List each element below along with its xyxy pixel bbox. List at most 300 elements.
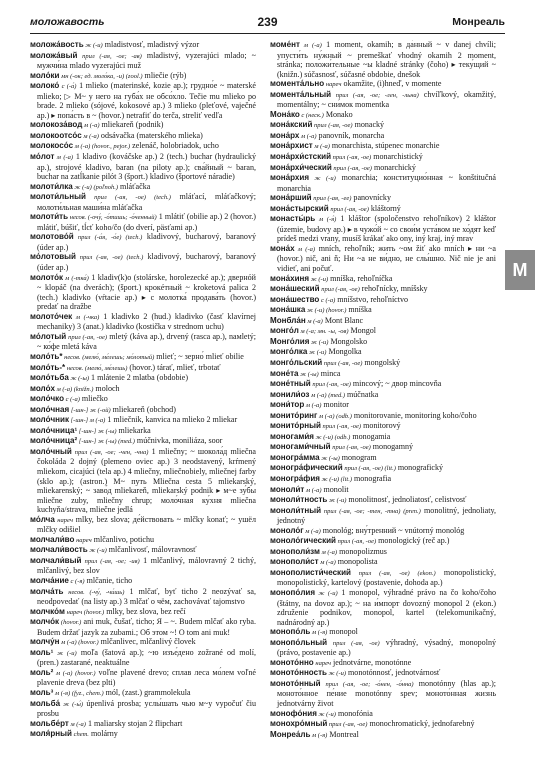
entry-definition: mincový; ~ двор mincovňa [350, 379, 442, 389]
entry-grammar: ж (-и) [309, 338, 329, 346]
entry-headword: монго́лка [270, 347, 308, 357]
entry-definition: monolitnosť, jednoliatosť, celistvosť [346, 495, 467, 505]
entry-definition: monografia [352, 473, 392, 483]
entry-definition: mladistvý, vyzerajúci mlado; ~ мужчи́на mlado vyzerajúci muž [37, 50, 256, 71]
dictionary-entry [30, 719, 256, 730]
entry-headword: молча́ние [30, 575, 69, 585]
entry-headword: молокоза́вод [30, 120, 83, 130]
entry-grammar: м (-а) [304, 402, 322, 410]
entry-grammar: прил (-ая, -ое; -лен, -льна) [331, 91, 419, 99]
entry-grammar: прил (-ая, -ое) (tech.) [85, 194, 171, 202]
entry-grammar: ж (-и) [316, 710, 336, 718]
entry-definition: rehoľnícky, mníšsky [359, 284, 428, 294]
entry-headword: Монбла́н [270, 315, 306, 325]
dictionary-entry [270, 411, 496, 422]
dictionary-entry [30, 556, 256, 576]
entry-headword: монофо́ния [270, 708, 317, 718]
dictionary-entry [270, 474, 496, 485]
dictionary-entry [30, 535, 256, 546]
entry-headword: молча́ть [30, 586, 64, 596]
dictionary-entry [270, 588, 496, 627]
dictionary-entry [270, 337, 496, 348]
entry-definition: Monako [323, 109, 353, 119]
dictionary-entry [270, 204, 496, 215]
dictionary-entry [270, 214, 496, 244]
entry-headword: монасты́рь [270, 214, 316, 224]
entry-grammar: ж (-ы) [319, 454, 340, 462]
dictionary-entry [30, 436, 256, 447]
entry-definition: panovnícky [351, 193, 391, 203]
entry-headword: моноло́гический [270, 536, 336, 546]
entry-grammar: прил (-ая, -ое) [328, 205, 369, 213]
dictionary-entry [30, 363, 256, 374]
entry-grammar: м (-а) (hovor.) [53, 669, 96, 677]
dictionary-entry [270, 390, 496, 401]
entry-headword: момента́льный [270, 89, 332, 99]
entry-grammar: м (-я) (fyz., chem.) [53, 690, 104, 697]
dictionary-entry [270, 326, 496, 337]
dictionary-entry [30, 152, 256, 182]
entry-headword: моло́чная [30, 404, 70, 414]
entry-grammar: с (-а) [64, 396, 80, 404]
running-head-right: Монреаль [452, 16, 505, 28]
entry-definition: mliekarka [116, 425, 151, 435]
entry-definition: 1 kláštor (spoločenstvo rehoľníkov) 2 kláštor (územie, budovy ap.) ▸ в чужо́й ~ со свои́м уста́вом не хо́дят keď prídeš medzi vrany, musíš krákať ako ony, iný kraj, iný mrav [277, 214, 496, 244]
dictionary-entry [30, 576, 256, 587]
entry-headword: монопо́ль [270, 627, 311, 637]
entry-definition: 1 kladiv(k)o (stolárske, horolezecké ap.); двернóй ~ klopáč (na dverách); (šport.) крокéтный ~ kroketová palica 2 (tech.) kladivko (vŕtacie ap.) ▸ с молотка́ продава́ть (hovor.) predať na dražbe [37, 272, 256, 312]
entry-grammar: прил (-ая, -ое) (ekon.) [350, 569, 436, 577]
entry-grammar: прил (-ая, -ое) [331, 164, 372, 172]
entry-definition: monolitný, jednoliaty, jednotný [277, 505, 496, 526]
entry-definition: zelenáč, holobriadok, ucho [130, 141, 219, 151]
dictionary-entry [270, 442, 496, 453]
entry-headword: мона́рхи́стский [270, 152, 332, 162]
entry-headword: монополи́ст [270, 557, 319, 567]
entry-headword: мона́хиня [270, 273, 310, 283]
entry-headword: моло́ть-* [30, 362, 66, 372]
entry-grammar: нареч (hovor.) [64, 608, 105, 616]
entry-headword: мона́рхи́ческий [270, 162, 332, 172]
dictionary-entry [270, 627, 496, 638]
entry-headword: моноли́тность [270, 495, 328, 505]
entry-grammar: прил (-ая, -ое) [322, 359, 363, 367]
entry-headword: моноло́г [270, 525, 304, 535]
dictionary-entry [270, 679, 496, 709]
entry-definition: Mongolka [326, 347, 362, 357]
dictionary-entry [270, 295, 496, 306]
entry-definition: mlčanlivosť, málovravnosť [106, 545, 197, 555]
dictionary-entry [270, 316, 496, 327]
entry-definition: monarchický [371, 162, 416, 172]
entry-headword: моногами́я [270, 431, 314, 441]
header-rule [30, 33, 505, 34]
dictionary-entry [270, 110, 496, 121]
entry-definition: múčnivka, moniliáza, soor [134, 436, 223, 446]
entry-grammar: ж (-и) [326, 670, 347, 678]
entry-grammar: ж (-и) [307, 349, 327, 357]
entry-headword: мона́рхист [270, 141, 313, 151]
dictionary-entry [270, 141, 496, 152]
entry-headword: моноли́т [270, 484, 305, 494]
entry-headword: монополисти́ческий [270, 567, 351, 577]
entry-grammar: с (-а́) [59, 83, 77, 91]
entry-grammar: м (-а) [305, 317, 323, 325]
entry-definition: mlčanlivec, mlčanlivý človek [98, 637, 196, 647]
entry-headword: молотово́й [30, 232, 74, 242]
entry-headword: моногра́мма [270, 452, 320, 462]
dictionary-entry [30, 545, 256, 556]
entry-headword: моното́нно [270, 657, 314, 667]
entry-definition: mlčanlivo, potichu [91, 534, 155, 544]
entry-headword: моногра́фия [270, 473, 320, 483]
entry-headword: моло́чница¹ [30, 425, 78, 435]
running-head-left: моложавость [30, 16, 105, 28]
dictionary-entry [30, 232, 256, 252]
dictionary-entry [30, 426, 256, 437]
entry-headword: молоти́льный [30, 192, 86, 202]
entry-definition: 1 kladivko 2 (hud.) kladivko (časť klavírnej mechaniky) 3 (anat.) kladivko (kostička v strednom uchu) [37, 311, 256, 332]
page-header [30, 16, 505, 34]
entry-headword: мона́рхия [270, 173, 310, 183]
entry-headword: моне́та [270, 368, 299, 378]
entry-grammar: м (-а) (odb.) [317, 412, 352, 420]
entry-headword: мо́лотый [30, 331, 67, 341]
entry-grammar: прил (-ая, -ое) [331, 154, 372, 162]
entry-grammar: несов. (мелю́, ме́лешь) [65, 364, 128, 372]
entry-definition: Mont Blanc [322, 315, 364, 325]
entry-grammar: м (-а) (knižn.) [54, 385, 94, 393]
entry-grammar: нареч [74, 536, 92, 544]
entry-headword: молоти́ть [30, 212, 69, 222]
entry-definition: monolit [321, 484, 349, 494]
entry-definition: mletý (káva ap.), drvený (rasca ap.), naмletý; ~ ко́фе mletá káva [37, 331, 256, 352]
entry-headword: молчали́во [30, 534, 75, 544]
entry-headword: Монреа́ль [270, 729, 311, 739]
dictionary-entry [270, 432, 496, 443]
entry-headword: мона́шество [270, 294, 320, 304]
entry-grammar: м (-а) (hovor., pejor.) [73, 143, 131, 151]
dictionary-entry [30, 515, 256, 535]
entry-definition: mních, rehoľník; жить ~ом žiť ako mních ▸ ни ~а (hovor.) nič, ani ň; Ни ~а не ви́дно, не слы́шно. Nič nie je ani vidieť, ani počuť. [277, 243, 496, 274]
entry-headword: моното́нность [270, 668, 327, 678]
entry-definition: monitorovanie, monitoring koho/čoho [351, 410, 477, 420]
entry-grammar: м (-а) [312, 143, 330, 151]
entry-grammar: нареч [324, 81, 342, 89]
dictionary-entry [270, 453, 496, 464]
entry-definition: mliekareň (podnik) [99, 120, 164, 130]
entry-grammar: [-шн-] м (-а) [69, 417, 106, 425]
entry-grammar: прил (-ая, -ое) [320, 423, 362, 431]
entry-definition: 1 mlátenie 2 mlatba (obdobie) [89, 373, 189, 383]
entry-definition: monopolistický, monopolistický, kartelový (postavenie, dohoda ap.) [277, 567, 496, 588]
entry-definition: monitor [321, 400, 349, 410]
entry-headword: моль³ [30, 688, 54, 697]
entry-definition: mlky, bez slova, bez rečí [104, 606, 186, 616]
dictionary-entry [30, 648, 256, 668]
entry-definition: mliekareň (obchod) [110, 404, 176, 414]
entry-headword: Мона́ко [270, 109, 300, 119]
entry-headword: монго́л [270, 326, 299, 336]
entry-headword: мона́шка [270, 305, 306, 315]
dictionary-entry [270, 369, 496, 380]
dictionary-entry [270, 719, 496, 730]
entry-headword: моме́нт [270, 40, 300, 49]
entry-headword: моне́тный [270, 379, 311, 389]
entry-definition: výhradný, výsadný, monopolný (právo, postavenie ap.) [277, 637, 496, 658]
entry-headword: монго́льский [270, 357, 323, 367]
dictionary-entry [270, 284, 496, 295]
entry-headword: моложа́вый [30, 50, 78, 60]
entry-headword: монито́ринг [270, 410, 318, 420]
entry-grammar: прил (-ая, -ое) [319, 286, 360, 294]
entry-grammar: м (-а) (med.) [309, 391, 345, 399]
entry-grammar: несов. (-чу́, -чи́шь) [63, 588, 125, 596]
entry-grammar: прил (-ая, -ое) [312, 122, 353, 130]
dictionary-entry [270, 506, 496, 526]
entry-grammar: ж (-и) [309, 175, 336, 183]
entry-definition: mongolský [362, 357, 401, 367]
dictionary-entry [270, 173, 496, 193]
dictionary-entry [270, 274, 496, 285]
entry-definition: kladivový, bucharový, baranový (úder ap.) [37, 232, 256, 252]
dictionary-entry [30, 312, 256, 332]
dictionary-entry [270, 244, 496, 274]
entry-headword: молчко́м [30, 606, 65, 616]
entry-headword: молокоотсо́с [30, 130, 82, 140]
entry-definition: mlky, bez slova; де́йствовать ~ mlčky konať; ~ ушёл mlčky odišiel [37, 514, 256, 535]
dictionary-entry [270, 495, 496, 506]
entry-grammar: ж (-и) (lit.) [319, 475, 353, 483]
dictionary-entry [270, 400, 496, 411]
entry-grammar: м (-я) [310, 629, 328, 637]
dictionary-entry [30, 699, 256, 719]
entry-grammar: м (-а) [303, 527, 321, 535]
entry-definition: moloch [93, 383, 120, 393]
entry-definition: odsávačka (materského mlieka) [98, 130, 203, 140]
entry-grammar: прил (-а́я, -о́е) (tech.) [73, 234, 143, 242]
entry-definition: múčnatka [345, 389, 379, 399]
entry-definition: molárny [88, 729, 118, 739]
entry-headword: молчо́к [30, 617, 60, 627]
dictionary-entry [30, 141, 256, 152]
entry-definition: mlieť; ~ зерно́ mlieť obilie [154, 351, 244, 361]
entry-grammar: прил (-ая, -ое; -о́нен, -о́нна) [320, 680, 414, 688]
entry-headword: мо́лотовый [30, 252, 76, 262]
entry-grammar: прил (-ая, -ое) [327, 721, 368, 729]
dictionary-entry [30, 51, 256, 71]
entry-definition: Mongolsko [328, 336, 368, 346]
dictionary-entry [30, 40, 256, 51]
entry-headword: моното́нный [270, 678, 321, 688]
entry-definition: monitorový [361, 421, 401, 431]
dictionary-entry [270, 421, 496, 432]
entry-grammar: [-шн-] ж (-ы) (med.) [77, 438, 135, 446]
entry-grammar: м (-я) [310, 731, 328, 739]
entry-grammar: (hovor.) [59, 619, 82, 627]
entry-headword: Монго́лия [270, 336, 310, 346]
entry-definition: 1 mlieko (materinské, kozie ap.); грудно́е ~ materské mlieko; ▷ М~ у него на губа́х не обсо́хло. Tečie mu mlieko po brade. 2 mlieko (sójové, kokosové ap.) 3 mlieko (pleťové, vaječné ap.) ▸ попа́сть в ~ (hovor.) netrafiť do terča, streliť vedľa [37, 81, 256, 120]
dictionary-entry [30, 587, 256, 607]
dictionary-entry [30, 607, 256, 618]
dictionary-entry [30, 71, 256, 82]
dictionary-entry [270, 379, 496, 390]
entry-headword: молоти́лка [30, 181, 73, 191]
entry-headword: монополи́зм [270, 546, 320, 556]
entry-headword: молчали́вый [30, 555, 82, 565]
entry-definition: 1 mliečny; ~ шокола́д mliečna čokoláda 2 dojný (plemeno oviec ap.) 3 neodstavený, krŕmený mliekom, cicajúci (tela ap.) 4 mliečny, mliečnobiely, mliečnej farby (sklo ap.); (astron.) М~ путь Mliečna cesta 5 mliekarský, mliekarenský; ~ заво́д mliekareň, mliekarský podnik ▸ м~е зу́бы mliečne zuby, mliečny chrup; моло́чная ку́хня mliečna kuchyňa/strava, mliečne jedlá [37, 446, 256, 515]
entry-grammar: м (-а) [299, 132, 317, 140]
entry-grammar: прил (-ая, -ое) [330, 444, 371, 452]
dictionary-entry [30, 192, 256, 212]
entry-headword: моло́чник [30, 415, 69, 425]
dictionary-entry [30, 182, 256, 193]
entry-headword: монили́оз [270, 389, 310, 399]
dictionary-entry [270, 79, 496, 90]
entry-headword: моль² [30, 667, 54, 677]
dictionary-entry [270, 152, 496, 163]
entry-definition: monofónia [335, 708, 373, 718]
entry-definition: monopolizmus [337, 546, 387, 556]
dictionary-entry [270, 40, 496, 79]
entry-headword: молото́к [30, 272, 64, 282]
dictionary-entry [30, 688, 256, 699]
entry-headword: моло́тьба [30, 373, 69, 383]
entry-grammar: м (-а) [81, 132, 99, 140]
entry-grammar: м (-тка́) [63, 274, 89, 282]
entry-definition: monarchistický [371, 152, 423, 162]
entry-definition: mníšstvo, rehoľníctvo [335, 294, 409, 304]
entry-definition: kláštorný [368, 203, 401, 213]
dictionary-entry [270, 358, 496, 369]
entry-definition: monacký [352, 120, 385, 130]
entry-headword: мольбе́рт [30, 718, 69, 728]
entry-grammar: нареч [54, 516, 73, 524]
entry-grammar: прил (-ая, -ое; -ав) [77, 52, 142, 60]
entry-definition: jednotvárne, monotónne [330, 657, 412, 667]
entry-headword: моло́чница² [30, 436, 78, 446]
entry-grammar: прил (-ая, -ое; -тен, -тна) (pren.) [321, 507, 421, 515]
entry-definition: monochromatický, jednofarebný [367, 719, 475, 729]
entry-grammar: ж (-и) [327, 497, 347, 505]
entry-definition: monogamia [350, 431, 391, 441]
entry-grammar: м (-а) [82, 122, 100, 130]
entry-definition: 1 maliarsky stojan 2 flipchart [85, 718, 183, 728]
entry-definition: monarchia; конституцио́нная ~ konštitučná monarchia [277, 173, 496, 193]
entry-grammar: м (-а) [318, 559, 336, 567]
dictionary-entry [270, 485, 496, 496]
entry-grammar: ж (-и) [87, 547, 107, 555]
entry-grammar: ж (-и) (odb.) [313, 433, 351, 441]
entry-grammar: мн (-ок; ед. моло́ка, -и) (zool.) [59, 72, 143, 80]
dictionary-entry [270, 547, 496, 558]
dictionary-entry [30, 273, 256, 312]
entry-grammar: м (-а) [299, 42, 322, 49]
entry-headword: моногра́фический [270, 463, 343, 473]
entry-headword: моложа́вость [30, 40, 84, 49]
entry-definition: (hovor.) tárať, mlieť, trbotať [127, 362, 221, 372]
entry-grammar: ж (-и) [83, 42, 103, 49]
entry-definition: monotónny (hlas ap.); моното́нное пе́ние monotónny spev; моното́нная жизнь jednotvárny život [277, 678, 496, 708]
entry-grammar: с (-я) [68, 577, 85, 585]
entry-grammar: [-шн-] ж (-ой) [69, 406, 111, 414]
entry-definition: mliečie (rýb) [142, 70, 187, 80]
entry-definition: monografický [395, 463, 444, 473]
entry-definition: okamžite, (i)hneď, v momente [341, 79, 442, 89]
dictionary-column-right [270, 40, 496, 752]
entry-headword: молокосо́с [30, 141, 74, 151]
dictionary-entry [30, 617, 256, 637]
entry-headword: молото́чек [30, 311, 73, 321]
entry-definition: minca [318, 368, 341, 378]
entry-headword: монито́рный [270, 421, 321, 431]
entry-definition: panovník, monarcha [316, 130, 385, 140]
entry-grammar: несов. (-очу́, -о́тишь; -о́ченный) [68, 214, 157, 222]
entry-headword: моло́х [30, 383, 55, 393]
entry-grammar: ж (-ы) [298, 370, 319, 378]
entry-grammar: прил (-ая, -ее) [311, 195, 352, 203]
entry-definition: monopolista [335, 557, 378, 567]
dictionary-entry [270, 131, 496, 142]
entry-grammar: chem. [71, 731, 89, 739]
entry-grammar: прил (-ая, -ое; -чен, -чна) [71, 448, 149, 456]
entry-definition: monológ; вну́тренний ~ vnútorný monológ [320, 525, 465, 535]
entry-headword: молчали́вость [30, 545, 88, 555]
dictionary-entry [30, 373, 256, 384]
entry-grammar: м (-а) [304, 486, 322, 494]
entry-definition: mól, (zast.) grammolekula [103, 688, 191, 697]
entry-grammar: нареч [313, 659, 331, 667]
entry-grammar: ж (-и) [53, 649, 77, 657]
entry-definition: 1 kladivo (kováčske ap.) 2 (tech.) buchar (hydraulický ap.), strojové kladivo, baran (na piloty ap.); сва́йный ~ baran, buchar na zatĺkanie pilót 3 (šport.) kladivo (športové náradie) [37, 152, 256, 182]
entry-definition: úpenlivá prosba; услы́шать чью м~у vypočuť čiu prosbu [37, 698, 256, 719]
entry-grammar: м (-а) [68, 720, 86, 728]
dictionary-entry [270, 658, 496, 669]
dictionary-entry [30, 729, 256, 740]
entry-definition: 1 mliečnik, kanvica na mlieko 2 mliekar [105, 415, 238, 425]
entry-headword: мо́лча [30, 514, 55, 524]
entry-definition: mláťací, mláťačkový; молоти́льная маши́на mláťačka [37, 192, 256, 212]
entry-headword: мона́кский [270, 120, 313, 130]
entry-grammar: несов. (мелю́, ме́лешь; мо́лотый) [62, 353, 155, 361]
entry-grammar: м (-я́) [315, 216, 337, 224]
entry-definition: ani muk, čušať, ticho; Я – ~. Budem mlčať ako ryba. Budem držať jazyk za zubami.; Об этом ~! O tom ani muk! [37, 617, 256, 637]
entry-grammar: прил (-ая, -ое; -ив) [81, 557, 140, 565]
entry-definition: mliečko [79, 394, 108, 404]
entry-headword: мольба́ [30, 698, 61, 708]
dictionary-entry [270, 709, 496, 720]
entry-grammar: ж (-и) [315, 589, 338, 597]
entry-grammar: с (неск.) [299, 111, 324, 119]
dictionary-entry [270, 347, 496, 358]
entry-grammar: м (-а) (hovor.) [59, 639, 99, 647]
dictionary-entry [270, 305, 496, 316]
entry-definition: 1 mlčať, byť ticho 2 neozývať sa, neodpovedať (na listy ap.) 3 mlčať о чём, zachovávať tajomstvo [37, 586, 256, 607]
entry-grammar: ж (-и) (poľnoh.) [72, 183, 119, 191]
dictionary-entry [270, 536, 496, 547]
dictionary-entry [270, 730, 496, 741]
entry-headword: мо́лот [30, 152, 55, 162]
entry-grammar: прил (-ая, -ое) [66, 333, 108, 341]
entry-headword: мона́х [270, 243, 295, 253]
entry-definition: monogram [339, 452, 377, 462]
entry-headword: мона́рший [270, 193, 312, 203]
entry-headword: монопо́лия [270, 587, 316, 597]
entry-grammar: ж (-ы) [68, 375, 90, 383]
entry-headword: моло́чный [30, 446, 72, 456]
entry-grammar: прил (-ая, -ое) [327, 639, 380, 647]
dictionary-entry [30, 394, 256, 405]
